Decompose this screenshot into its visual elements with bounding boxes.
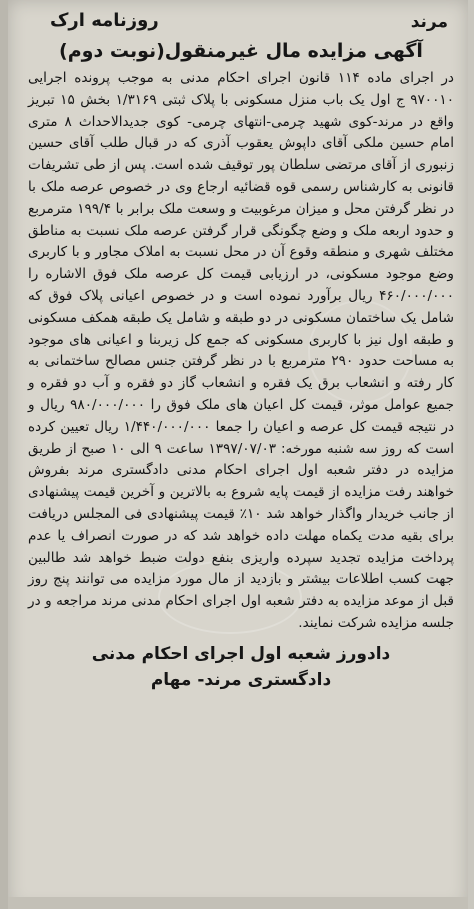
bottom-margin-strip	[8, 897, 468, 909]
notice-title: آگهی مزایده مال غیرمنقول(نوبت دوم)	[59, 40, 423, 62]
notice-header	[26, 6, 456, 40]
notice-content	[26, 6, 456, 897]
notice-body: در اجرای ماده ۱۱۴ قانون اجرای احکام مدنی به موجب پرونده اجرایی ۹۷۰۰۱۰ ج اول یک باب منزل مسکونی با پلاک ثبتی ۱/۳۱۶۹ بخش ۱۵ تبریز واقع در مرند-کوی شهید چرمی-انتهای چرمی- کوی جدیدالاحداث ۸ متری امام حسین ملکی آقای داپوش یعقوب آذری که در قبال طلب آقای حسین زنبوری از آقای مرتضی سلطان پور توقیف شده است. پس از طی تشریفات قانونی به کارشناس رسمی قوه قضائیه ارجاع وی در خصوص عرصه ملک با در نظر گرفتن محل و میزان مرغوبیت و وسعت ملک برابر با ۱۹۹/۴ مترمربع و حدود اربعه ملک و وضع چگونگی قرار گرفتن عرصه ملک نسبت به مناطق مختلف شهری و منطقه وقوع آن در محل نسبت به املاک مجاور و با کاربری وضع موجود مسکونی، در ارزیابی قیمت کل عرصه ملک فوق الاشاره را ۴۶۰/۰۰۰/۰۰۰ ریال برآورد نموده است و در خصوص اعیانی پلاک فوق که شامل یک ساختمان مسکونی در دو طبقه و شامل یک طبقه همکف مسکونی و طبقه اول نیز با کاربری مسکونی که جمع کل زیربنا و اعیانی های موجود به مساحت حدود ۲۹۰ مترمربع با در نظر گرفتن جنس مصالح ساختمانی به کار رفته و انشعاب برق یک فقره و انشعاب گاز دو فقره و آب دو فقره و جمیع عوامل موثر، قیمت کل اعیان های ملک فوق را ۹۸۰/۰۰۰/۰۰۰ ریال و در نتیجه قیمت کل عرصه و اعیان را جمعا ۱/۴۴۰/۰۰۰/۰۰۰ ریال تعیین کرده است که روز سه شنبه مورخه: ۱۳۹۷/۰۷/۰۳ ساعت ۹ الی ۱۰ صبح از طریق مزایده در دفتر شعبه اول اجرای احکام مدنی دادگستری مرند بفروش خواهند رفت مزایده از قیمت پایه شروع به بالاترین و آخرین قیمت پیشنهادی از جانب خریدار واگذار خواهد شد ۱۰٪ قیمت پیشنهادی فی المجلس دریافت برای بقیه مدت یکماه مهلت داده خواهد شد که در صورت انصراف یا عدم پرداخت مزایده تجدید سپرده واریزی بنفع دولت ضبط خواهد شد طالبین جهت کسب اطلاعات بیشتر و بازدید از مال مورد مزایده می توانند پنج روز قبل از موعد مزایده به دفتر شعبه اول اجرای احکام مدنی مرند مراجعه و در جلسه مزایده شرکت نمایند.	[28, 70, 455, 631]
signature-line-1: دادورز شعبه اول اجرای احکام مدنی	[91, 643, 391, 664]
city-name: مرند	[410, 12, 448, 32]
newspaper-clipping	[8, 0, 468, 909]
paper-left-edge	[0, 0, 8, 909]
signature-block	[26, 641, 456, 693]
newspaper-name: روزنامه ارک	[50, 10, 159, 31]
signature-line-2: دادگستری مرند- مهام	[150, 669, 332, 690]
